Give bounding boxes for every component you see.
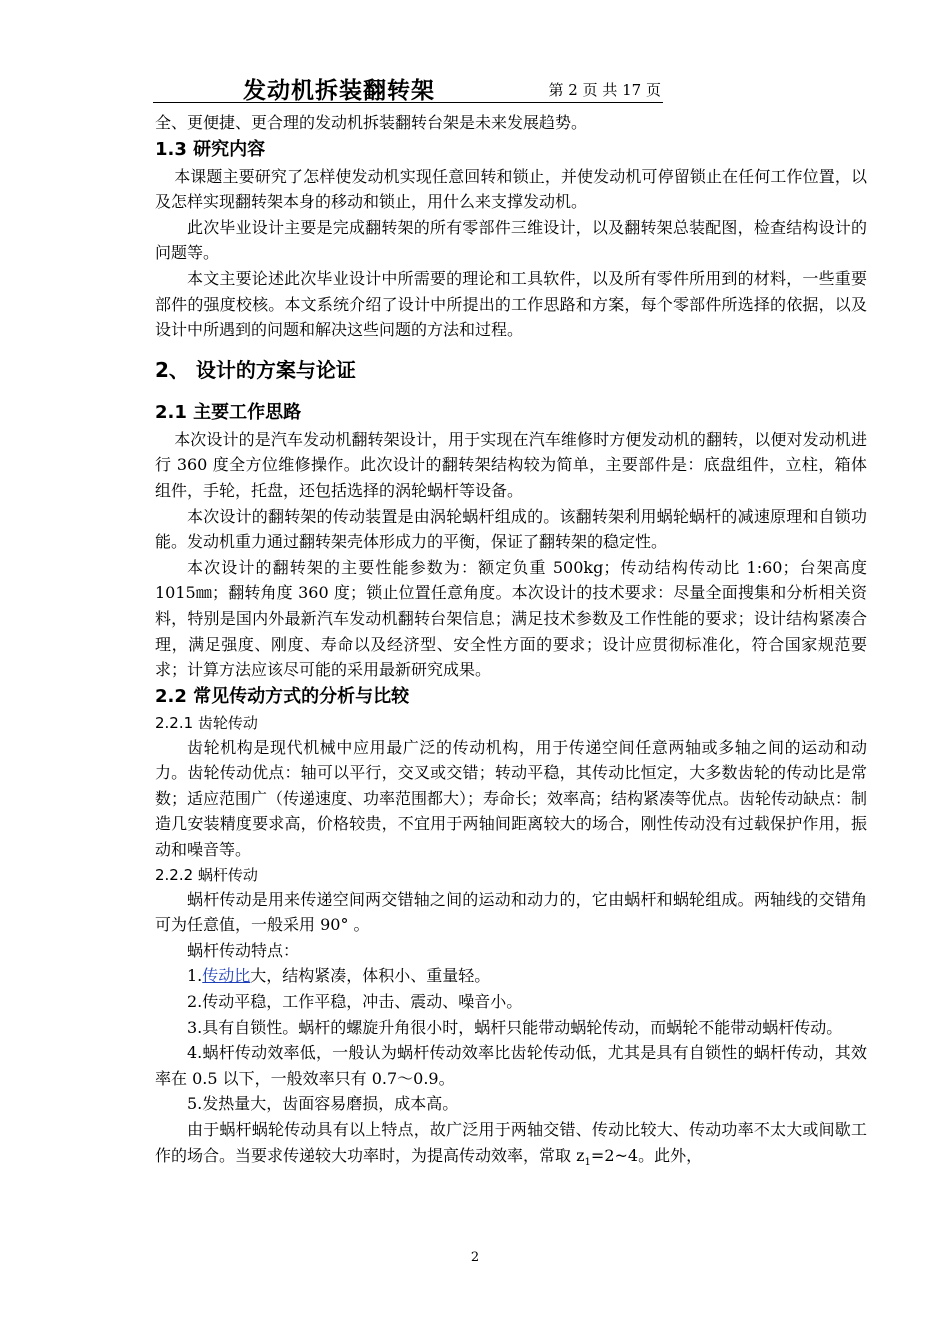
paragraph-2-1-b: 本次设计的翻转架的传动装置是由涡轮蜗杆组成的。该翻转架利用蜗轮蜗杆的减速原理和自锁功能。发动机重力通过翻转架壳体形成力的平衡，保证了翻转架的稳定性。 xyxy=(155,506,867,552)
list-item-1-prefix: 1. xyxy=(187,966,203,986)
heading-1-3: 1.3 研究内容 xyxy=(155,138,266,160)
paragraph-1-3-b: 此次毕业设计主要是完成翻转架的所有零部件三维设计，以及翻转架总装配图，检查结构设计的问题等。 xyxy=(155,217,867,263)
paragraph-2-2-1: 齿轮机构是现代机械中应用最广泛的传动机构，用于传递空间任意两轴或多轴之间的运动和动力。齿轮传动优点：轴可以平行，交叉或交错；转动平稳，其传动比恒定，大多数齿轮的传动比是常数；适应范围广（传递速度、功率范围都大）；寿命长；效率高；结构紧凑等优点。齿轮传动缺点：制造几安装精度要求高，价格较贵，不宜用于两轴间距离较大的场合，刚性传动没有过载保护作用，振动和噪音等。 xyxy=(155,737,868,860)
paragraph-last-text-a: 由于蜗杆蜗轮传动具有以上特点，故广泛用于两轴交错、传动比较大、传动功率不太大或间歇工作的场合。当要求传递较大功率时，为提高传动效率，常取 z xyxy=(155,1120,867,1165)
list-item-1-rest: 大，结构紧凑，体积小、重量轻。 xyxy=(250,966,491,986)
heading-2-2-2: 2.2.2 蜗杆传动 xyxy=(155,865,258,884)
list-item-3: 3.具有自锁性。蜗杆的螺旋升角很小时，蜗杆只能带动蜗轮传动，而蜗轮不能带动蜗杆传动。 xyxy=(187,1017,843,1037)
list-item-4: 4.蜗杆传动效率低，一般认为蜗杆传动效率比齿轮传动低，尤其是具有自锁性的蜗杆传动，其效率在 0.5 以下，一般效率只有 0.7～0.9。 xyxy=(155,1043,867,1088)
list-item-5: 5.发热量大，齿面容易磨损，成本高。 xyxy=(187,1094,459,1114)
paragraph-1-3-c: 本文主要论述此次毕业设计中所需要的理论和工具软件，以及所有零件所用到的材料，一些重要部件的强度校核。本文系统介绍了设计中所提出的工作思路和方案，每个零部件所选择的依据，以及设计中所遇到的问题和解决这些问题的方法和过程。 xyxy=(155,268,867,340)
paragraph-last xyxy=(155,1117,867,1175)
body-content xyxy=(155,110,867,1175)
paragraph-2-1-a: 本次设计的是汽车发动机翻转架设计，用于实现在汽车维修时方便发动机的翻转，以便对发动机进行 360 度全方位维修操作。此次设计的翻转架结构较为简单，主要部件是：底盘组件，立柱，箱体组件，手轮，托盘，还包括选择的涡轮蜗杆等设备。 xyxy=(155,429,867,500)
paragraph-2-2-2-a: 蜗杆传动是用来传递空间两交错轴之间的运动和动力的，它由蜗杆和蜗轮组成。两轴线的交错角可为任意值，一般采用 90° 。 xyxy=(155,889,867,935)
paragraph-2-1-c: 本次设计的翻转架的主要性能参数为：额定负重 500kg；传动结构传动比 1:60；台架高度 1015㎜；翻转角度 360 度；锁止位置任意角度。本次设计的技术要求：尽量全面搜集和分析相关资料，特别是国内外最新汽车发动机翻转台架信息；满足技术参数及工作性能的要求；设计结构紧凑合理，满足强度、刚度、寿命以及经济型、安全性方面的要求；设计应贯彻标准化，符合国家规范要求；计算方法应该尽可能的采用最新研究成果。 xyxy=(155,557,867,680)
running-header xyxy=(153,72,663,103)
intro-paragraph: 全、更便捷、更合理的发动机拆装翻转台架是未来发展趋势。 xyxy=(155,113,588,132)
paragraph-2-2-2-b: 蜗杆传动特点： xyxy=(187,940,300,960)
transmission-ratio-link[interactable]: 传动比 xyxy=(202,966,251,986)
heading-2: 2、 设计的方案与论证 xyxy=(155,357,356,382)
paragraph-last-subscript: 1 xyxy=(584,1156,591,1168)
heading-2-1: 2.1 主要工作思路 xyxy=(155,401,302,423)
list-item-1 xyxy=(155,963,867,989)
header-title: 发动机拆装翻转架 xyxy=(243,78,435,104)
header-page-info: 第 2 页 共 17 页 xyxy=(548,81,661,99)
paragraph-1-3-a: 本课题主要研究了怎样使发动机实现任意回转和锁止，并使发动机可停留锁止在任何工作位置，以及怎样实现翻转架本身的移动和锁止，用什么来支撑发动机。 xyxy=(155,166,867,212)
list-item-2: 2.传动平稳，工作平稳，冲击、震动、噪音小。 xyxy=(187,992,523,1012)
footer-page-number: 2 xyxy=(470,1250,480,1265)
heading-2-2-1: 2.2.1 齿轮传动 xyxy=(155,713,258,732)
heading-2-2: 2.2 常见传动方式的分析与比较 xyxy=(155,685,410,707)
paragraph-last-text-b: =2~4。此外， xyxy=(590,1145,703,1165)
